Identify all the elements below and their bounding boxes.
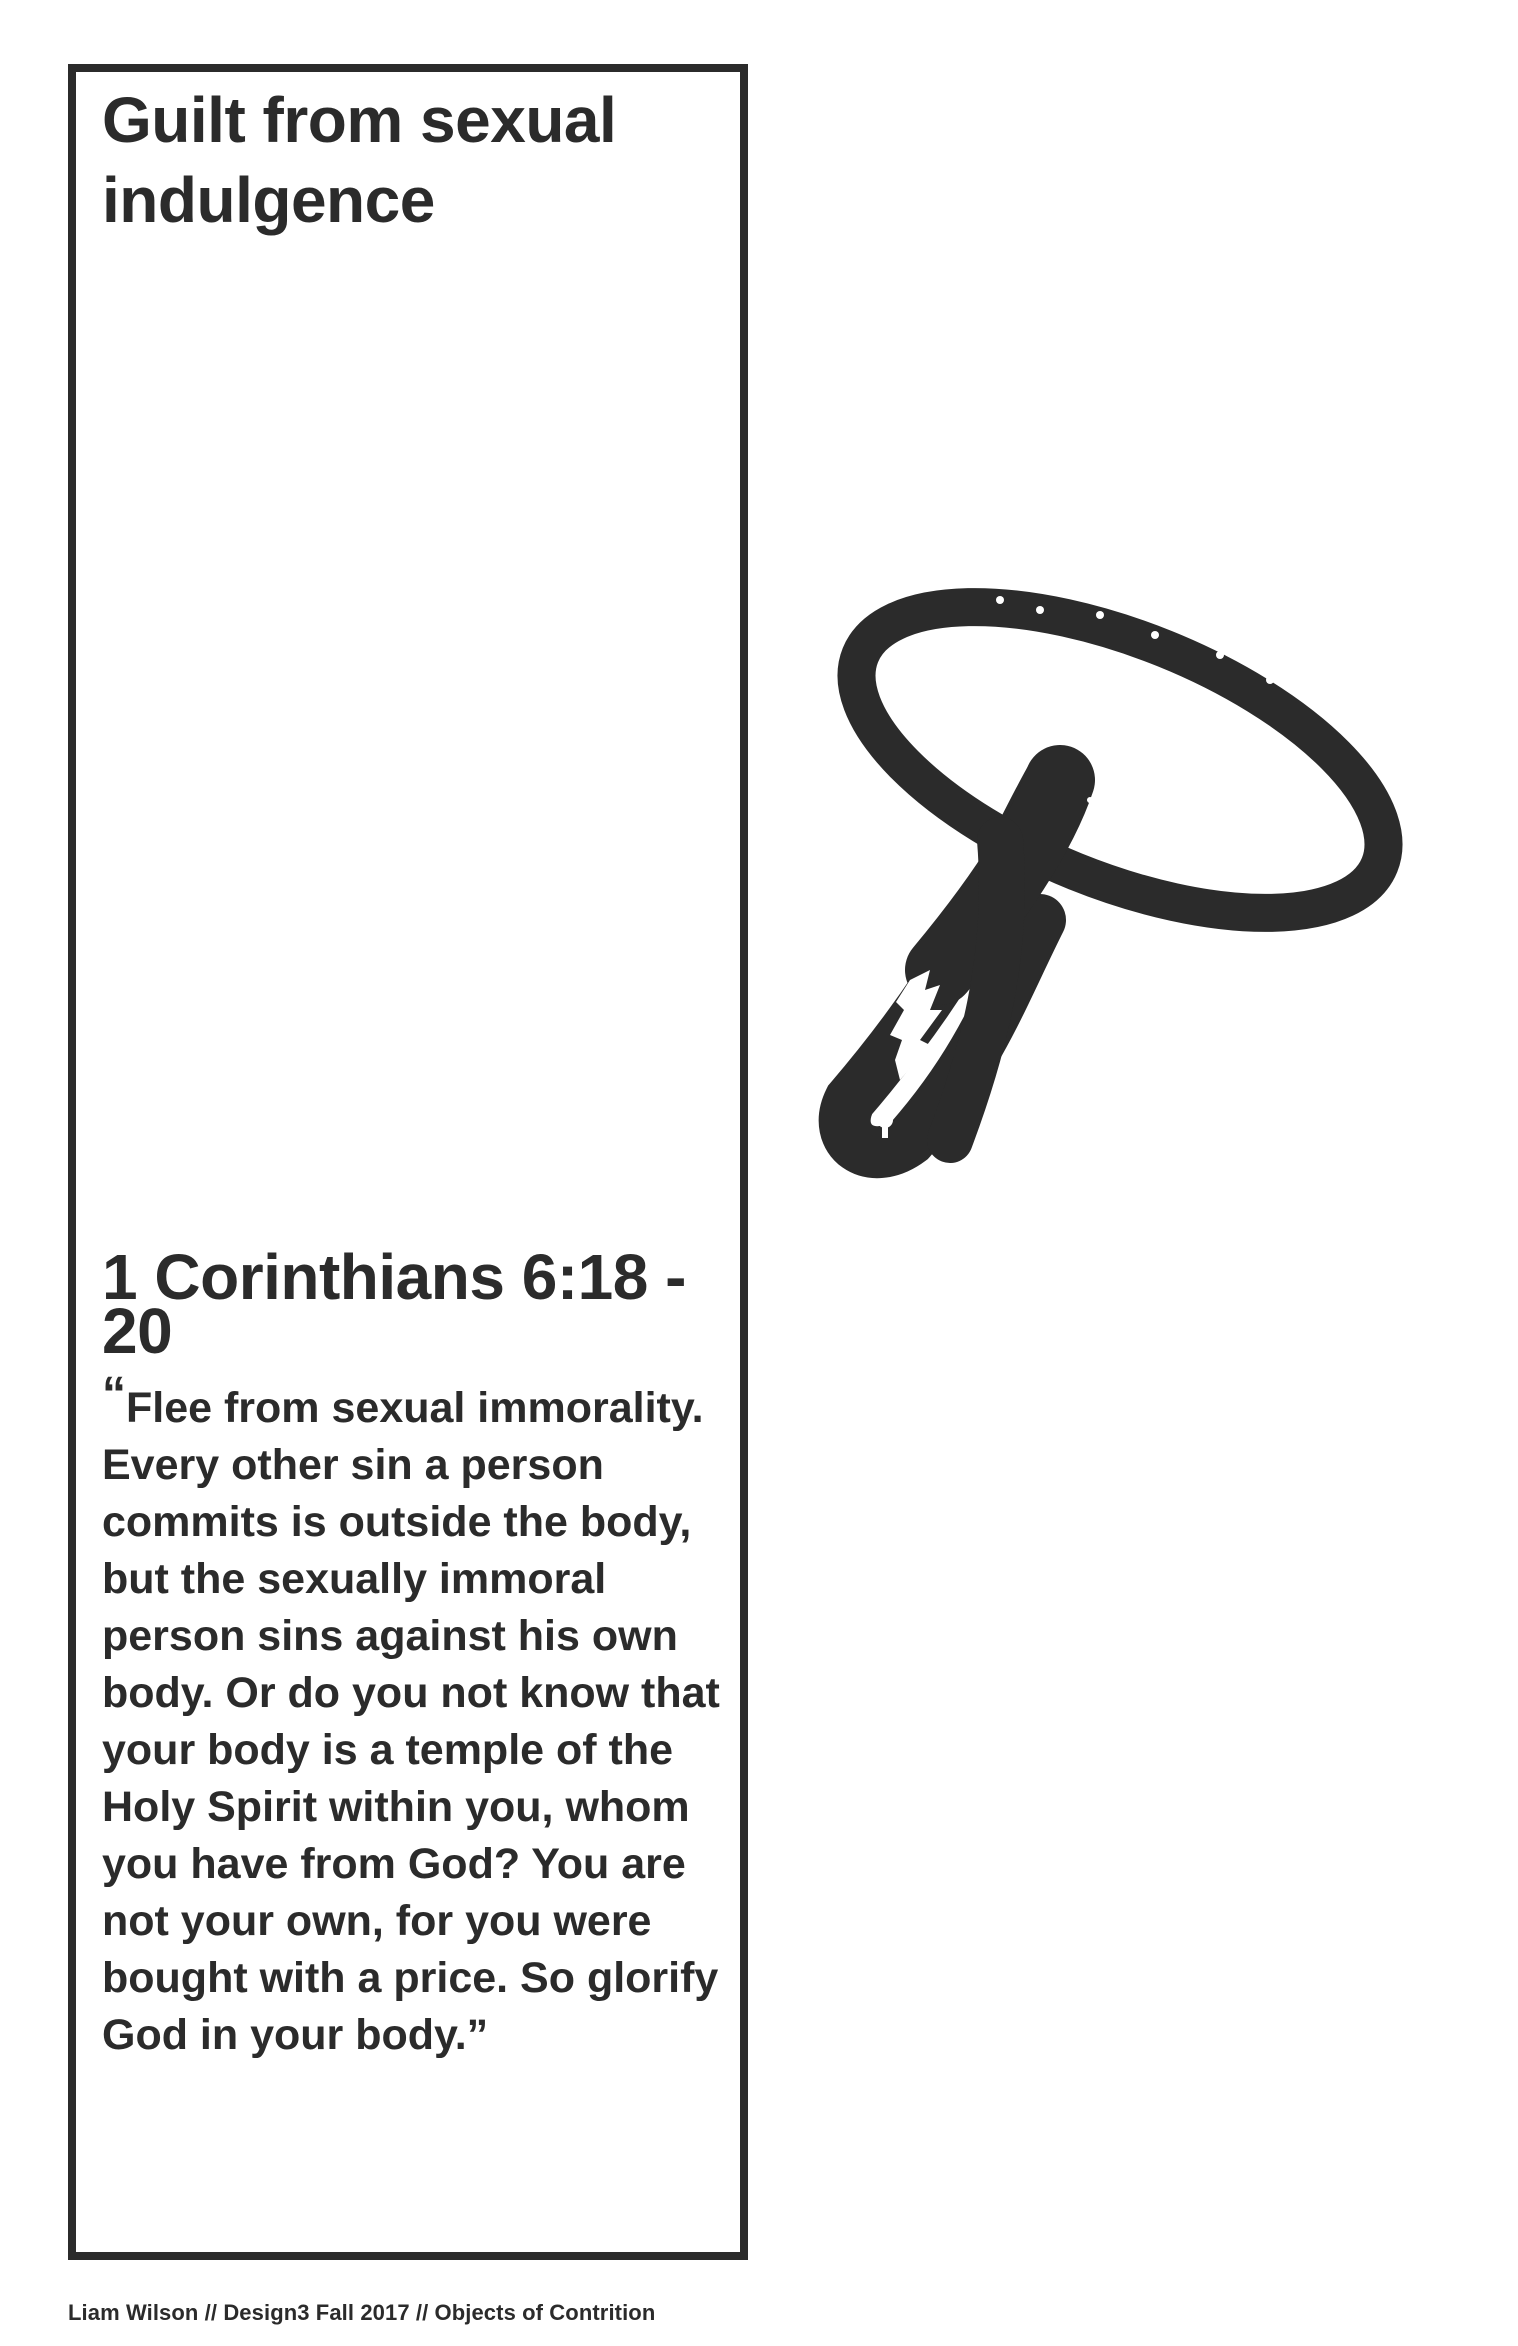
credits-footer: Liam Wilson // Design3 Fall 2017 // Objects of Contrition [68,2300,656,2325]
opening-quote-mark: “ [102,1368,126,1421]
scripture-quote [102,1368,742,2064]
waist-band [815,544,1424,976]
scripture-quote-text: Flee from sexual immorality. Every other sin a person commits is outside the body, but the sexually immoral person sins against his own body. Or do you not know that your body is a temple of the Holy Spirit within you, whom you have from God? You are not your own, for you were bought with a price. So glorify God in your body.” [102,1384,720,2059]
poster-title: Guilt from sexual indulgence [102,84,617,236]
chastity-belt-illustration [790,540,1430,1200]
scripture-reference: 1 Corinthians 6:18 - 20 [102,1241,686,1367]
